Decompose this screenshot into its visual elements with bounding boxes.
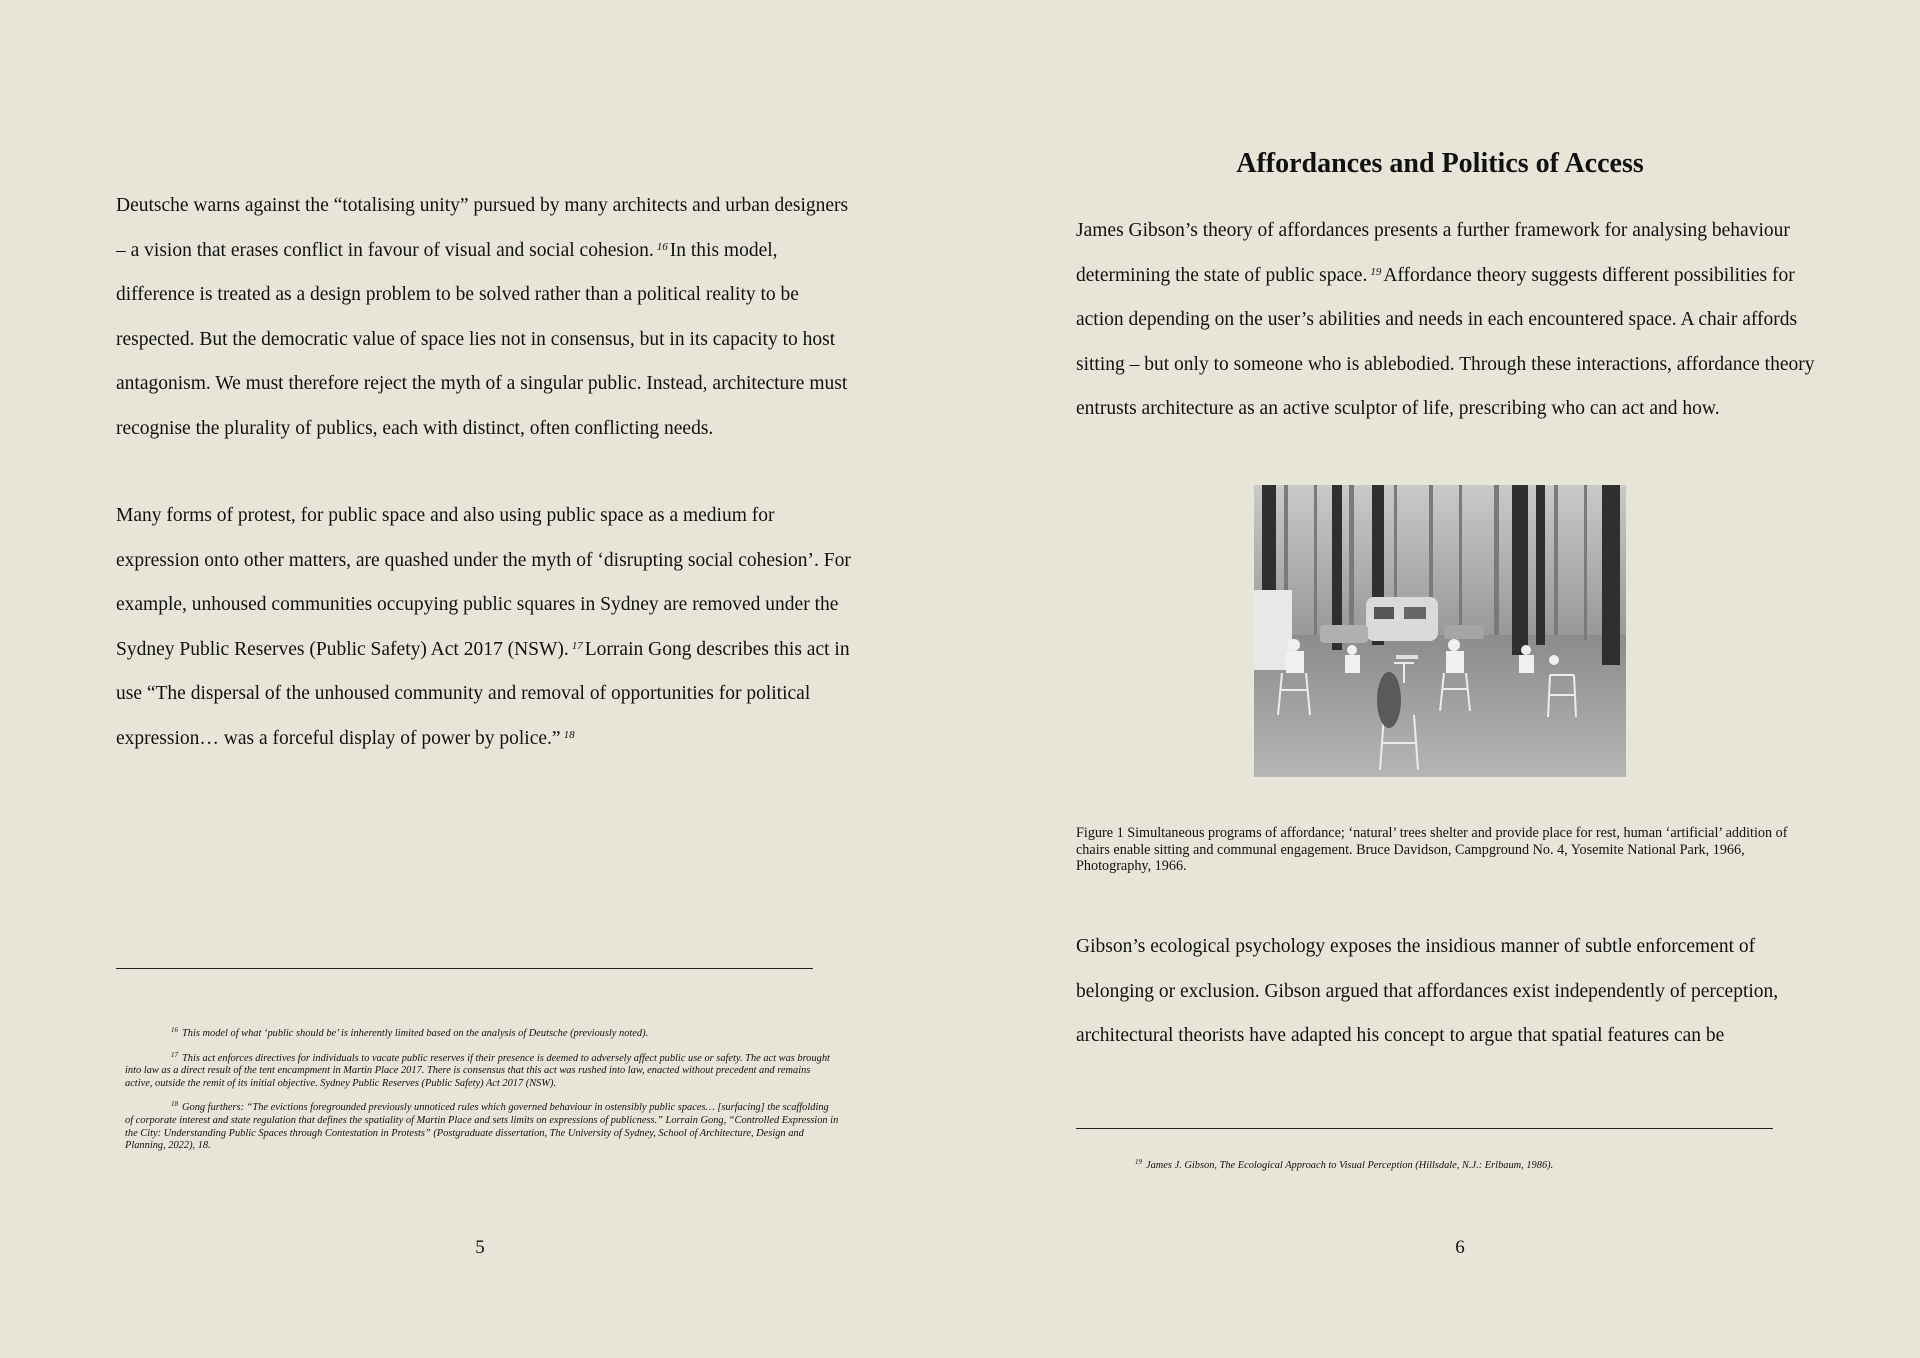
footnote [125,1028,839,1041]
body-paragraph [1076,209,1816,432]
footnotes [125,1028,839,1165]
body-paragraph [1076,925,1816,1059]
campground-photograph [1254,485,1626,777]
footnote-text: This act enforces directives for individuals to vacate public reserves if their presence is deemed to adversely affect public use or safety. The act was brought into law as a direct result of the tent encampment in Martin Place 2017. There is consensus that this act was rushed into law, enacted without precedent and remains active, outside the remit of its initial objective. Sydney Public Reserves (Public Safety) Act 2017 (NSW). [125,1052,830,1089]
photo-illustration [1254,485,1626,777]
footnote-number: 16 [171,1026,178,1034]
paragraph-part: Many forms of protest, for public space and also using public space as a medium for expression onto other matters, are quashed under the myth of ‘disrupting social cohesion’. For example, unhoused communities occupying public squares in Sydney are removed under the Sydney Public Reserves (Public Safety) Act 2017 (NSW). [116,505,851,660]
paragraph-text: Gibson’s ecological psychology exposes the insidious manner of subtle enforcement of belonging or exclusion. Gibson argued that affordances exist independently of perception, architectural theorists have adapted his concept to argue that spatial features can be [1076,936,1779,1047]
footnote [1135,1160,1795,1173]
body-paragraph [116,184,856,452]
footnote-number: 17 [171,1050,178,1059]
footnote-marker[interactable]: 19 [1370,265,1382,278]
right-page [960,0,1920,1358]
footnote-number: 18 [171,1100,178,1109]
footnote-marker[interactable]: 17 [571,639,583,652]
body-paragraph [116,494,856,762]
paragraph-part: James Gibson’s theory of affordances presents a further framework for analysing behaviour determining the state of public space. [1076,220,1790,286]
footnote-marker[interactable]: 18 [563,728,575,741]
figure-caption: Figure 1 Simultaneous programs of affordance; ‘natural’ trees shelter and provide place for rest, human ‘artificial’ addition of chairs enable sitting and communal engagement. Bruce Davidson, Campground No. 4, Yosemite National Park, 1966, Photography, 1966. [1076,825,1788,874]
paragraph-text [116,494,856,762]
page-number: 6 [1455,1237,1465,1258]
paragraph-text [1076,209,1816,432]
footnote-number: 19 [1135,1158,1142,1166]
footnote [125,1050,839,1091]
footnote-marker[interactable]: 16 [656,240,668,253]
paragraph-part: Lorrain Gong describes this act in use “The dispersal of the unhoused community and removal of opportunities for political expression… was a forceful display of power by police.” [116,638,850,749]
footnote-divider [116,968,813,969]
footnote-divider [1076,1128,1773,1129]
paragraph-part: Deutsche warns against the “totalising unity” pursued by many architects and urban designers – a vision that erases conflict in favour of visual and social cohesion. [116,195,849,261]
section-heading: Affordances and Politics of Access [1236,148,1644,179]
paragraph-part: Affordance theory suggests different possibilities for action depending on the user’s abilities and needs in each encountered space. A chair affords sitting – but only to someone who is ablebodied. Through these interactions, affordance theory entrusts architecture as an active sculptor of life, prescribing who can act and how. [1076,264,1815,420]
footnote-text: James J. Gibson, The Ecological Approach to Visual Perception (Hillsdale, N.J.: Erlbaum, 1986). [1146,1160,1554,1171]
paragraph-part: In this model, difference is treated as a design problem to be solved rather than a political reality to be respected. But the democratic value of space lies not in consensus, but in its capacity to host antagonism. We must therefore reject the myth of a singular public. Instead, architecture must recognise the plurality of publics, each with distinct, often conflicting needs. [116,239,848,439]
page-number: 5 [475,1237,485,1258]
footnotes [1135,1160,1795,1185]
footnote-text: Gong furthers: “The evictions foregrounded previously unnoticed rules which governed behaviour in ostensibly public spaces… [surfacing] the scaffolding of corporate interest and state regulation that defines the spatiality of Martin Place and sets limits on expressions of publicness.” Lorrain Gong, “Controlled Expression in the City: Understanding Public Spaces through Contestation in Protests” (Postgraduate dissertation, The University of Sydney, School of Architecture, Design and Planning, 2022), 18. [125,1102,839,1152]
footnote [125,1102,839,1152]
footnote-text: This model of what ‘public should be’ is inherently limited based on the analysis of Deutsche (previously noted). [182,1028,649,1039]
paragraph-text [116,184,856,452]
